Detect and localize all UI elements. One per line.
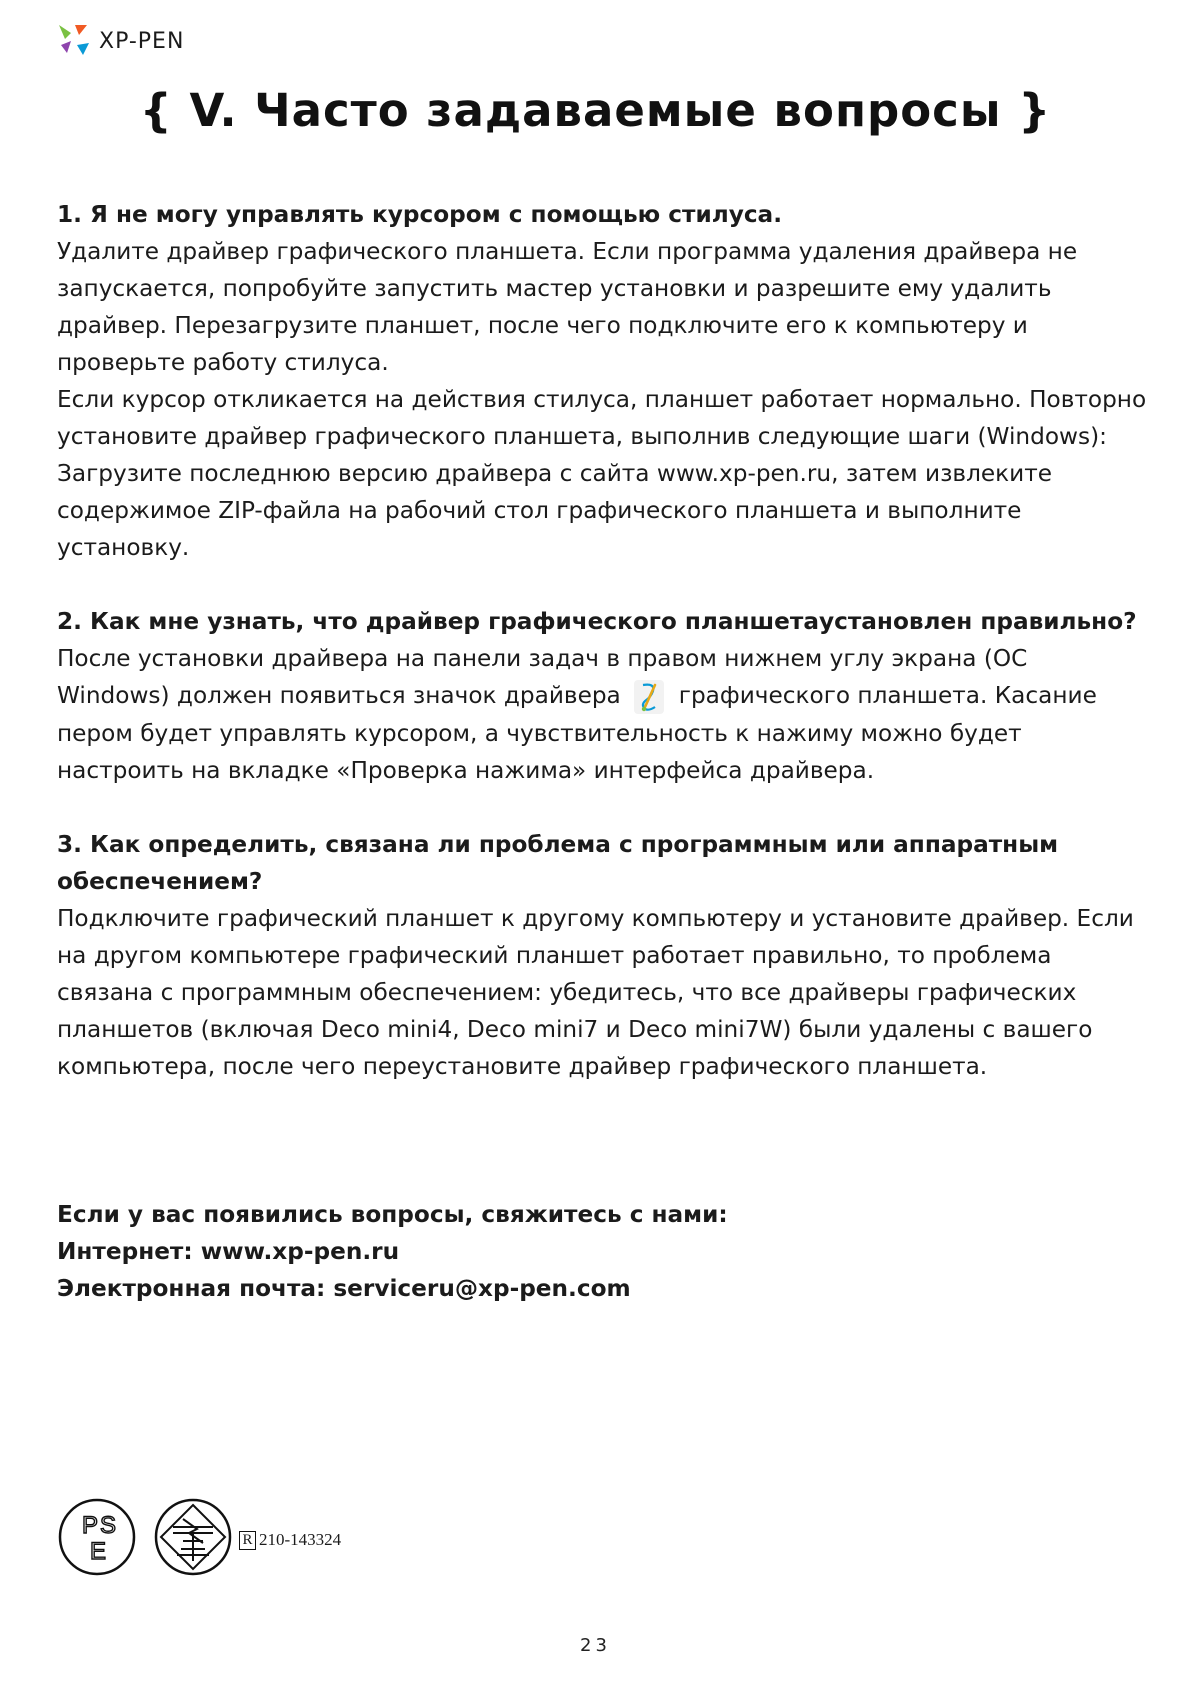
faq-item-2 (57, 603, 1147, 789)
brand-logo (57, 22, 184, 60)
faq-question-1: 1. Я не могу управлять курсором с помощью стилуса. (57, 201, 783, 228)
faq-question-3: 3. Как определить, связана ли проблема с программным или аппаратным обеспечением? (57, 830, 1059, 895)
contact-email: Электронная почта: serviceru@xp-pen.com (57, 1274, 631, 1302)
xp-pen-logo-icon (57, 23, 93, 59)
faq-answer-2 (57, 640, 1147, 789)
svg-text:S: S (100, 1512, 117, 1539)
faq-answer-1-paragraph-1: Удалите драйвер графического планшета. Если программа удаления драйвера не запускается, попробуйте запустить мастер установки и разрешите ему удалить драйвер. Перезагрузите планшет, после чего подключите его к компьютеру и проверьте работу стилуса. (57, 238, 1078, 376)
pse-circle-mark-icon (57, 1497, 137, 1577)
faq-answer-2-after-icon: графического планшета. Касание пером будет управлять курсором, а чувствительность к нажиму можно будет настроить на вкладке «Проверка нажима» интерфейса драйвера. (57, 682, 1097, 784)
registration-number-text: 210-143324 (259, 1530, 342, 1549)
page-number: 23 (580, 1635, 611, 1656)
contact-web: Интернет: www.xp-pen.ru (57, 1237, 400, 1265)
faq-answer-1-paragraph-2: Если курсор откликается на действия стилуса, планшет работает нормально. Повторно установите драйвер графического планшета, выполнив следующие шаги (Windows): (57, 386, 1147, 450)
faq-item-3 (57, 826, 1147, 1085)
faq-answer-3-paragraph-1: Подключите графический планшет к другому компьютеру и установите драйвер. Если на другом компьютере графический планшет работает правильно, то проблема связана с программным обеспечением: убедитесь, что все драйверы графических планшетов (включая Deco mini4, Deco mini7 и Deco mini7W) были удалены с вашего компьютера, после чего переустановите драйвер графического планшета. (57, 904, 1134, 1080)
faq-content (57, 196, 1147, 1307)
contact-heading: Если у вас появились вопросы, свяжитесь с нами: (57, 1200, 728, 1228)
pse-diamond-mark-icon (153, 1497, 233, 1577)
faq-item-1 (57, 196, 1147, 566)
svg-text:E: E (90, 1538, 107, 1565)
tablet-driver-icon (633, 679, 665, 715)
pse-mark-lettering (82, 1512, 116, 1565)
svg-text:P: P (82, 1512, 99, 1539)
registered-mark: R (239, 1531, 256, 1550)
certification-marks (57, 1497, 341, 1577)
page-title: { V. Часто задаваемые вопросы } (139, 84, 1052, 137)
faq-question-2: 2. Как мне узнать, что драйвер графического планшетаустановлен правильно? (57, 608, 1137, 635)
registration-number (239, 1530, 341, 1550)
faq-answer-1-paragraph-3: Загрузите последнюю версию драйвера с сайта www.xp-pen.ru, затем извлеките содержимое ZIP-файла на рабочий стол графического планшета и выполните установку. (57, 460, 1053, 561)
contact-info (57, 1196, 1147, 1307)
brand-logo-text: XP-PEN (99, 28, 185, 54)
faq-answer-2-before-icon: После установки драйвера на панели задач в правом нижнем углу экрана (ОС Windows) должен появиться значок драйвера (57, 645, 1028, 709)
